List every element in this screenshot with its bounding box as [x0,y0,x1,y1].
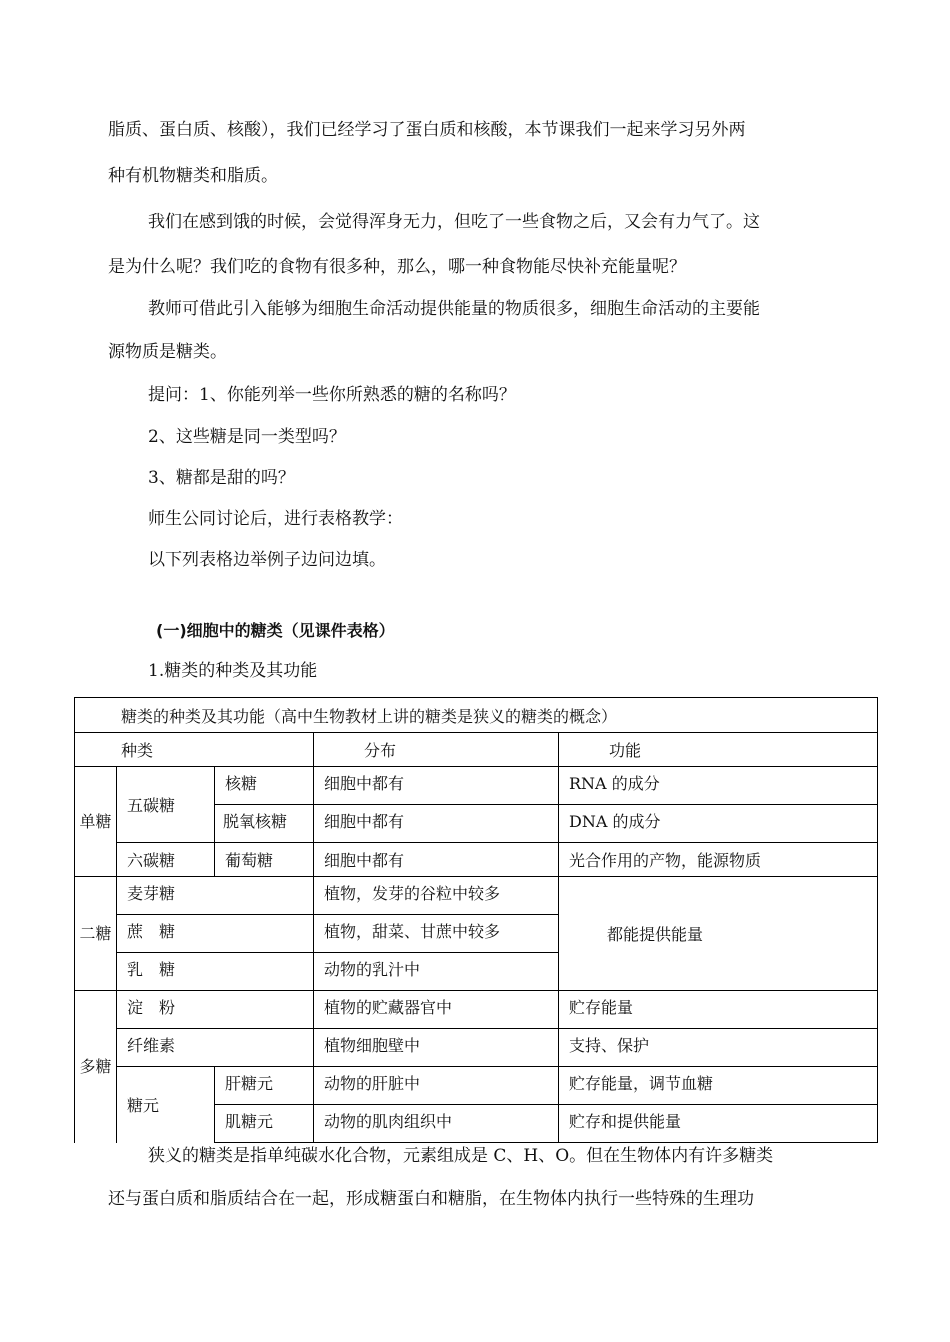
paragraph-line: 还与蛋白质和脂质结合在一起，形成糖蛋白和糖脂，在生物体内执行一些特殊的生理功 [108,1189,754,1209]
subtype-pentose: 五碳糖 [117,767,215,843]
paragraph-line: 教师可借此引入能够为细胞生命活动提供能量的物质很多，细胞生命活动的主要能 [148,299,760,319]
sugar-name: 蔗 糖 [117,915,314,953]
paragraph-line: 狭义的糖类是指单纯碳水化合物，元素组成是 C、H、O。但在生物体内有许多糖类 [148,1146,774,1166]
sugar-name: 肝糖元 [215,1067,314,1105]
function-cell: RNA 的成分 [559,767,878,805]
distribution-cell: 植物，发芽的谷粒中较多 [314,877,559,915]
subtype-glycogen: 糖元 [117,1067,215,1143]
paragraph-line: 是为什么呢？我们吃的食物有很多种，那么，哪一种食物能尽快补充能量呢？ [108,257,686,277]
sub-heading: 1.糖类的种类及其功能 [148,661,318,681]
header-distribution: 分布 [314,733,559,767]
function-cell: DNA 的成分 [559,805,878,843]
distribution-cell: 动物的肌肉组织中 [314,1105,559,1143]
table-caption: 糖类的种类及其功能（高中生物教材上讲的糖类是狭义的糖类的概念） [75,698,878,733]
paragraph-line: 种有机物糖类和脂质。 [108,166,278,186]
distribution-cell: 动物的乳汁中 [314,953,559,991]
distribution-cell: 细胞中都有 [314,805,559,843]
paragraph-line: 源物质是糖类。 [108,342,227,362]
distribution-cell: 植物的贮藏器官中 [314,991,559,1029]
function-cell: 支持、保护 [559,1029,878,1067]
function-cell: 贮存能量 [559,991,878,1029]
sugar-name: 葡萄糖 [215,843,314,877]
function-cell: 贮存和提供能量 [559,1105,878,1143]
question-1: 提问：1、你能列举一些你所熟悉的糖的名称吗？ [148,385,516,405]
sugar-name: 乳 糖 [117,953,314,991]
header-function: 功能 [559,733,878,767]
header-type: 种类 [75,733,314,767]
section-heading: (一)细胞中的糖类（见课件表格） [156,621,395,640]
distribution-cell: 细胞中都有 [314,767,559,805]
function-cell: 贮存能量，调节血糖 [559,1067,878,1105]
paragraph-line: 师生公同讨论后，进行表格教学： [148,509,403,529]
question-3: 3、糖都是甜的吗？ [148,468,295,488]
group-label-di: 二糖 [75,877,117,991]
function-cell: 都能提供能量 [559,877,878,991]
function-cell: 光合作用的产物，能源物质 [559,843,878,877]
paragraph-line: 脂质、蛋白质、核酸），我们已经学习了蛋白质和核酸，本节课我们一起来学习另外两 [108,120,746,140]
group-label-poly: 多糖 [75,991,117,1143]
distribution-cell: 植物细胞壁中 [314,1029,559,1067]
sugar-name: 纤维素 [117,1029,314,1067]
sugar-name: 核糖 [215,767,314,805]
paragraph-line: 我们在感到饿的时候，会觉得浑身无力，但吃了一些食物之后，又会有力气了。这 [148,212,760,232]
distribution-cell: 植物，甜菜、甘蔗中较多 [314,915,559,953]
paragraph-line: 以下列表格边举例子边问边填。 [148,550,386,570]
distribution-cell: 细胞中都有 [314,843,559,877]
sugar-name: 麦芽糖 [117,877,314,915]
sugar-name: 脱氧核糖 [215,805,314,843]
distribution-cell: 动物的肝脏中 [314,1067,559,1105]
sugar-table [74,697,878,1143]
group-label-mono: 单糖 [75,767,117,877]
sugar-name: 肌糖元 [215,1105,314,1143]
sugar-name: 淀 粉 [117,991,314,1029]
question-2: 2、这些糖是同一类型吗？ [148,427,346,447]
subtype-hexose: 六碳糖 [117,843,215,877]
